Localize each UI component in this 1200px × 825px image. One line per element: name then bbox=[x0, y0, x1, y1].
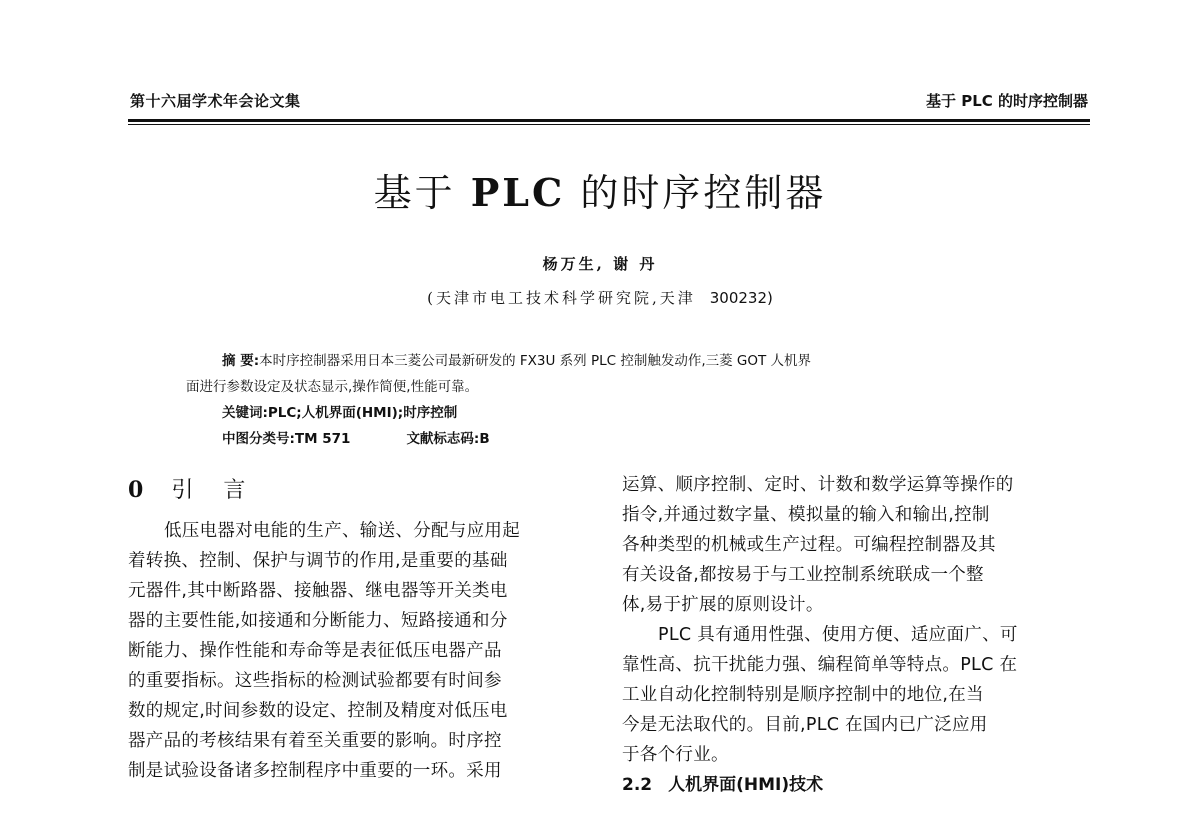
running-header-journal: 第十六届学术年会论文集 bbox=[130, 92, 301, 110]
paragraph-line: 指令,并通过数字量、模拟量的输入和输出,控制 bbox=[622, 505, 990, 525]
paragraph-line: 运算、顺序控制、定时、计数和数学运算等操作的 bbox=[622, 475, 1014, 495]
abstract-text-1: 本时序控制器采用日本三菱公司最新研发的 FX3U 系列 PLC 控制触发动作,三菱 GOT 人机界 bbox=[259, 353, 812, 369]
paragraph-line: PLC 具有通用性强、使用方便、适应面广、可 bbox=[658, 625, 1018, 645]
section-heading-intro bbox=[128, 472, 598, 516]
paragraph-line: 靠性高、抗干扰能力强、编程简单等特点。PLC 在 bbox=[622, 655, 1018, 675]
doc-code-label: 文献标志码: bbox=[406, 431, 480, 447]
subsection-number: 2.2 bbox=[622, 775, 653, 795]
section-title: 引言 bbox=[171, 478, 276, 503]
keywords-label: 关键词: bbox=[222, 405, 268, 421]
subsection-heading-hmi bbox=[622, 770, 1092, 800]
paragraph-line: 有关设备,都按易于与工业控制系统联成一个整 bbox=[622, 565, 984, 585]
keywords-value: PLC;人机界面(HMI);时序控制 bbox=[267, 405, 458, 421]
paragraph-line: 断能力、操作性能和寿命等是表征低压电器产品 bbox=[128, 641, 502, 661]
paragraph-line: 元器件,其中断路器、接触器、继电器等开关类电 bbox=[128, 581, 508, 601]
doc-code-value: B bbox=[479, 431, 490, 447]
header-rule-thin bbox=[128, 124, 1090, 125]
classification-value: TM 571 bbox=[294, 431, 351, 447]
title-latin: PLC bbox=[470, 170, 566, 215]
section-number: 0 bbox=[128, 477, 144, 503]
paragraph-line: 工业自动化控制特别是顺序控制中的地位,在当 bbox=[622, 685, 984, 705]
abstract-line-1 bbox=[186, 348, 1046, 374]
header-rule bbox=[128, 119, 1090, 125]
authors: 杨万生, 谢 丹 bbox=[542, 255, 658, 273]
affiliation bbox=[0, 287, 1200, 308]
paragraph-line: 体,易于扩展的原则设计。 bbox=[622, 595, 824, 615]
paragraph-line: 制是试验设备诸多控制程序中重要的一环。采用 bbox=[128, 761, 502, 781]
right-column bbox=[622, 470, 1092, 800]
paragraph-line: 器的主要性能,如接通和分断能力、短路接通和分 bbox=[128, 611, 508, 631]
paragraph-line: 数的规定,时间参数的设定、控制及精度对低压电 bbox=[128, 701, 508, 721]
paragraph-line: 着转换、控制、保护与调节的作用,是重要的基础 bbox=[128, 551, 508, 571]
paragraph-line: 的重要指标。这些指标的检测试验都要有时间参 bbox=[128, 671, 502, 691]
paragraph-line: 于各个行业。 bbox=[622, 745, 729, 765]
paper-title bbox=[0, 162, 1200, 217]
paragraph-line: 低压电器对电能的生产、输送、分配与应用起 bbox=[164, 521, 520, 541]
affiliation-zip: 300232) bbox=[709, 289, 773, 307]
abstract-line-2: 面进行参数设定及状态显示,操作简便,性能可靠。 bbox=[186, 379, 479, 395]
paragraph-line: 器产品的考核结果有着至关重要的影响。时序控 bbox=[128, 731, 502, 751]
abstract-label: 摘 要: bbox=[222, 353, 260, 369]
affiliation-text: (天津市电工技术科学研究院,天津 bbox=[427, 289, 696, 307]
classification-line bbox=[186, 426, 1046, 452]
paragraph-line: 各种类型的机械或生产过程。可编程控制器及其 bbox=[622, 535, 996, 555]
title-suffix: 的时序控制器 bbox=[565, 171, 827, 215]
running-header-article: 基于 PLC 的时序控制器 bbox=[925, 92, 1088, 110]
abstract-block bbox=[186, 348, 1046, 452]
header-rule-thick bbox=[128, 119, 1090, 122]
paragraph-line: 今是无法取代的。目前,PLC 在国内已广泛应用 bbox=[622, 715, 988, 735]
title-prefix: 基于 bbox=[373, 171, 471, 215]
subsection-title: 人机界面(HMI)技术 bbox=[668, 775, 824, 795]
classification-label: 中图分类号: bbox=[222, 431, 295, 447]
keywords-line bbox=[186, 400, 1046, 426]
running-header bbox=[128, 90, 1090, 112]
left-column bbox=[128, 470, 598, 786]
